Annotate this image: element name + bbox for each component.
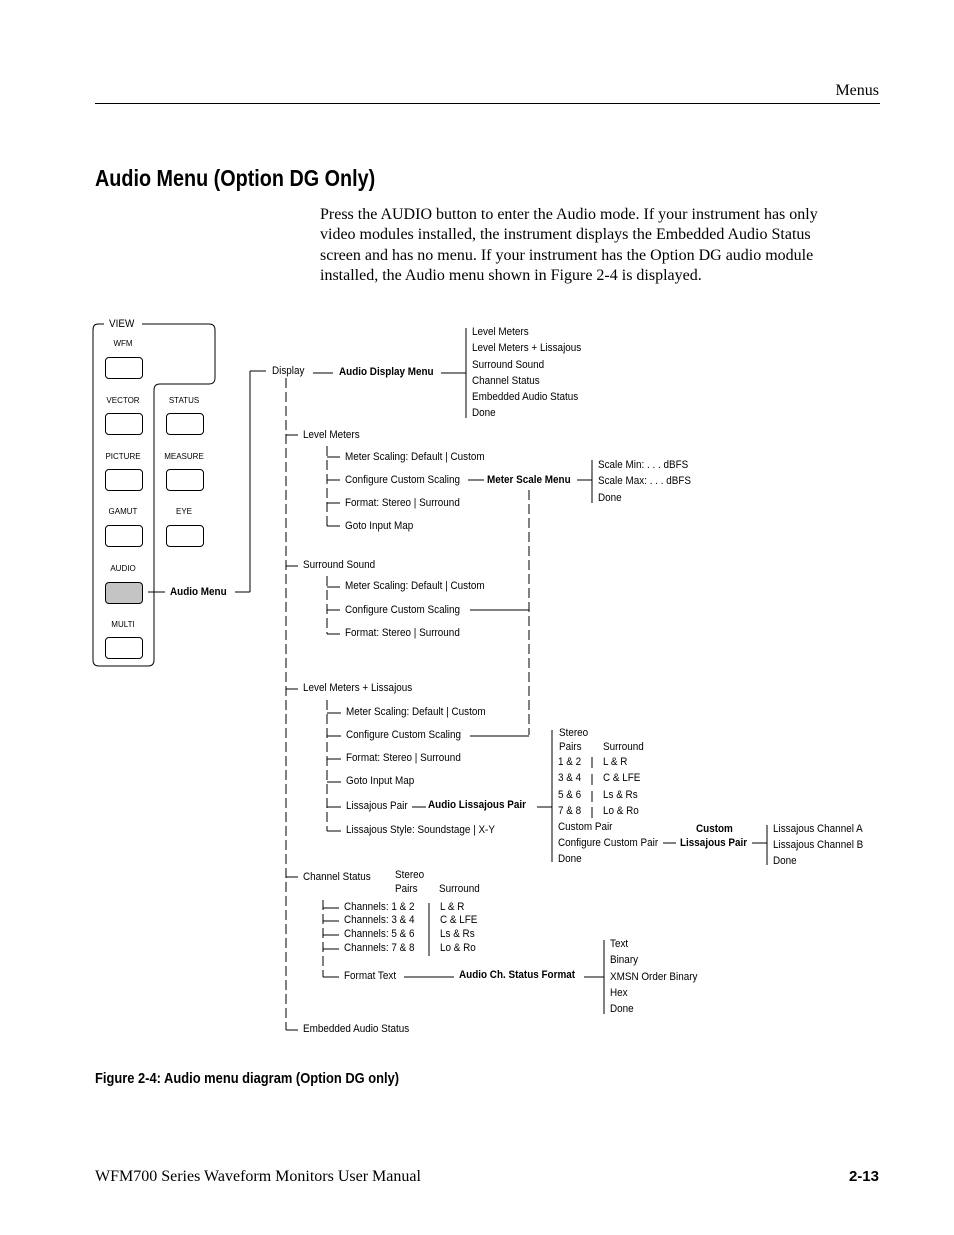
button-label: AUDIO	[110, 564, 136, 573]
section-header: Menus	[835, 82, 879, 99]
table-cell: L & R	[440, 901, 465, 913]
table-header: Pairs	[395, 883, 418, 895]
table-cell: Channels: 1 & 2	[344, 901, 415, 913]
menu-item: Meter Scaling: Default | Custom	[345, 580, 485, 592]
menu-item: Configure Custom Scaling	[345, 604, 461, 616]
menu-option: Channel Status	[472, 375, 540, 387]
figure-caption: Figure 2-4: Audio menu diagram (Option DG only)	[95, 1070, 400, 1087]
menu-item: Lissajous Style: Soundstage | X-Y	[346, 824, 495, 836]
table-header: Stereo	[395, 869, 425, 881]
menu-item: Configure Custom Scaling	[346, 729, 462, 741]
footer-manual-title: WFM700 Series Waveform Monitors User Manual	[95, 1168, 421, 1185]
menu-option: Hex	[610, 987, 628, 999]
table-cell: L & R	[603, 756, 628, 768]
table-cell: Lo & Ro	[440, 942, 476, 954]
status-button[interactable]	[166, 413, 204, 435]
menu-option: Scale Max: . . . dBFS	[598, 475, 691, 487]
table-header: Stereo	[559, 727, 589, 739]
menu-item: Meter Scaling: Default | Custom	[346, 706, 486, 718]
custom-lissajous-pair-node: Lissajous Pair	[680, 837, 748, 849]
menu-option: Lissajous Channel A	[773, 823, 863, 835]
menu-item: Goto Input Map	[346, 775, 415, 787]
audio-menu-label: Audio Menu	[170, 586, 227, 598]
wfm-button[interactable]	[105, 357, 143, 379]
vector-button[interactable]	[105, 413, 143, 435]
embedded-audio-status-node: Embedded Audio Status	[303, 1023, 410, 1035]
menu-item: Goto Input Map	[345, 520, 414, 532]
table-cell: Channels: 3 & 4	[344, 914, 415, 926]
table-cell: Channels: 5 & 6	[344, 928, 415, 940]
menu-item: Meter Scaling: Default | Custom	[345, 451, 485, 463]
multi-button[interactable]	[105, 637, 143, 659]
intro-line: video modules installed, the instrument displays the Embedded Audio Status	[320, 226, 811, 244]
button-label: MEASURE	[164, 452, 204, 461]
channel-status-node: Channel Status	[303, 871, 371, 883]
menu-option: Level Meters + Lissajous	[472, 342, 582, 354]
picture-button[interactable]	[105, 469, 143, 491]
menu-option: Done	[610, 1003, 634, 1015]
menu-item: Configure Custom Scaling	[345, 474, 461, 486]
menu-option: Embedded Audio Status	[472, 391, 579, 403]
button-label: GAMUT	[108, 507, 138, 516]
button-label: PICTURE	[105, 452, 141, 461]
table-cell: 7 & 8	[558, 805, 582, 817]
menu-item: Format: Stereo | Surround	[345, 497, 460, 509]
table-cell: Channels: 7 & 8	[344, 942, 415, 954]
display-node: Display	[272, 365, 305, 377]
menu-item: Lissajous Pair	[346, 800, 408, 812]
menu-item: Format Text	[344, 970, 397, 982]
measure-button[interactable]	[166, 469, 204, 491]
button-label: VECTOR	[106, 396, 140, 405]
button-label: WFM	[113, 339, 133, 348]
menu-option: Scale Min: . . . dBFS	[598, 459, 689, 471]
button-label: STATUS	[168, 396, 200, 405]
menu-option: Custom Pair	[558, 821, 613, 833]
menu-option: Binary	[610, 954, 639, 966]
level-meters-node: Level Meters	[303, 429, 360, 441]
table-cell: Ls & Rs	[603, 789, 638, 801]
menu-option: Done	[598, 492, 622, 504]
table-header: Surround	[439, 883, 480, 895]
menu-option: Text	[610, 938, 629, 950]
menu-option: XMSN Order Binary	[610, 971, 698, 983]
menu-option: Done	[558, 853, 582, 865]
menu-option: Done	[472, 407, 496, 419]
intro-line: Press the AUDIO button to enter the Audio mode. If your instrument has only	[320, 206, 818, 223]
table-cell: 1 & 2	[558, 756, 582, 768]
menu-option: Lissajous Channel B	[773, 839, 864, 851]
table-cell: Ls & Rs	[440, 928, 475, 940]
intro-line: installed, the Audio menu shown in Figure 2-4 is displayed.	[320, 266, 702, 284]
menu-option: Configure Custom Pair	[558, 837, 659, 849]
menu-item: Format: Stereo | Surround	[345, 627, 460, 639]
meter-scale-menu-node: Meter Scale Menu	[487, 474, 571, 486]
table-header: Pairs	[559, 741, 582, 753]
button-label: MULTI	[111, 620, 135, 629]
view-group-label: VIEW	[109, 318, 135, 330]
intro-line: screen and has no menu. If your instrument has the Option DG audio module	[320, 246, 814, 264]
eye-button[interactable]	[166, 525, 204, 547]
surround-sound-node: Surround Sound	[303, 559, 376, 571]
custom-lissajous-pair-node: Custom	[696, 823, 733, 835]
button-label: EYE	[175, 507, 192, 516]
table-cell: C & LFE	[603, 772, 641, 784]
table-cell: C & LFE	[440, 914, 478, 926]
audio-display-menu-node: Audio Display Menu	[339, 366, 434, 378]
page-title: Audio Menu (Option DG Only)	[95, 165, 376, 191]
menu-option: Done	[773, 855, 797, 867]
menu-option: Level Meters	[472, 326, 529, 338]
gamut-button[interactable]	[105, 525, 143, 547]
table-cell: Lo & Ro	[603, 805, 639, 817]
page-number: 2-13	[848, 1168, 879, 1185]
level-meters-lissajous-node: Level Meters + Lissajous	[303, 682, 413, 694]
audio-button[interactable]	[105, 582, 143, 604]
menu-option: Surround Sound	[472, 359, 545, 371]
audio-ch-status-format-node: Audio Ch. Status Format	[459, 969, 576, 981]
table-cell: 3 & 4	[558, 772, 582, 784]
table-cell: 5 & 6	[558, 789, 582, 801]
table-header: Surround	[603, 741, 644, 753]
menu-item: Format: Stereo | Surround	[346, 752, 461, 764]
audio-lissajous-pair-node: Audio Lissajous Pair	[428, 799, 526, 811]
